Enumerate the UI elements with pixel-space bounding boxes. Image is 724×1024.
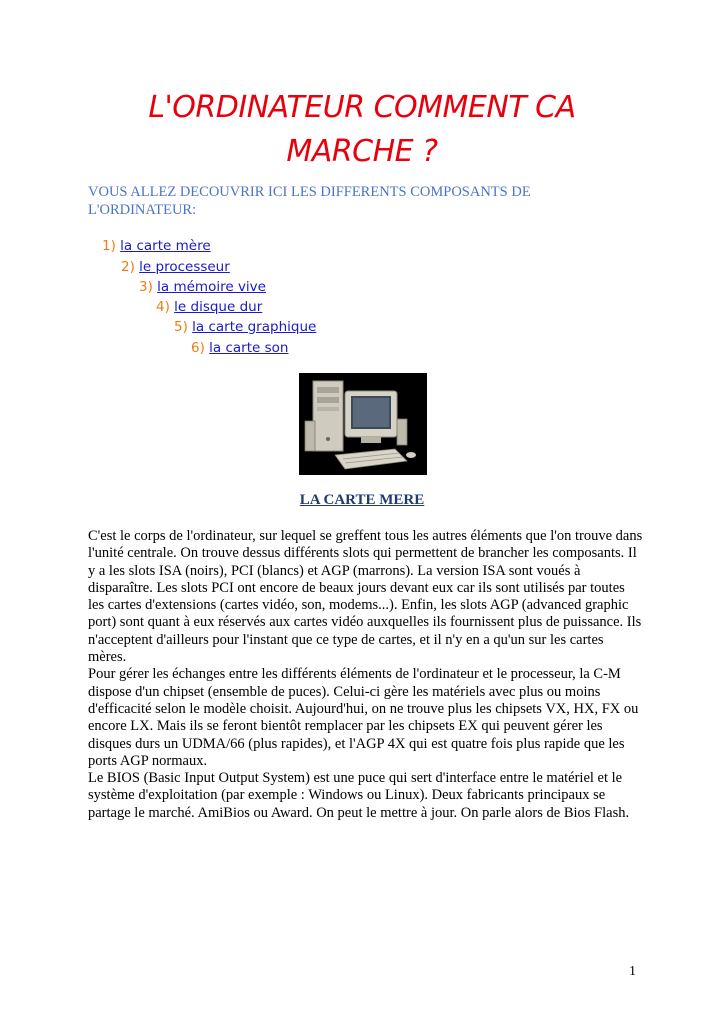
- paragraph: Le BIOS (Basic Input Output System) est une puce qui sert d'interface entre le matériel et le système d'exploitation (par exemple : Windows ou Linux). Deux fabricants principaux se partage le marché. AmiBios ou Award. On peut le mettre à jour. On parle alors de Bios Flash.: [88, 770, 630, 821]
- toc-link-carte-mere[interactable]: la carte mère: [120, 238, 211, 254]
- computer-photo: [299, 373, 427, 475]
- toc-number: 4): [156, 299, 170, 315]
- toc-number: 3): [139, 279, 153, 295]
- toc-item: [121, 258, 230, 276]
- body-text: [88, 528, 644, 822]
- title-line-2: MARCHE ?: [286, 134, 438, 169]
- toc-link-disque-dur[interactable]: le disque dur: [174, 299, 263, 315]
- paragraph: Pour gérer les échanges entre les différents éléments de l'ordinateur et le processeur, la C-M dispose d'un chipset (ensemble de puces). Celui-ci gère les matériels avec plus ou moins d'efficacité selon le modèle choisit. Aujourd'hui, on ne trouve plus les chipsets VX, HX, FX ou encore LX. Mais ils se feront bientôt remplacer par les chipsets EX qui peuvent gérer les disques durs un UDMA/66 (plus rapides), et l'AGP 4X qui est quatre fois plus rapide que les ports AGP normaux.: [88, 666, 639, 769]
- toc-link-carte-son[interactable]: la carte son: [209, 340, 289, 356]
- toc-item: [102, 237, 211, 255]
- title-line-1: L'ORDINATEUR COMMENT CA: [148, 90, 576, 125]
- page-number: 1: [629, 964, 636, 979]
- toc-link-memoire-vive[interactable]: la mémoire vive: [157, 279, 266, 295]
- intro-line-1: VOUS ALLEZ DECOUVRIR ICI LES DIFFERENTS COMPOSANTS DE: [88, 184, 531, 200]
- toc-number: 6): [191, 340, 205, 356]
- intro-line-2: L'ORDINATEUR:: [88, 202, 197, 218]
- toc-number: 5): [174, 319, 188, 335]
- intro-text: [88, 183, 648, 219]
- toc-number: 1): [102, 238, 116, 254]
- paragraph: C'est le corps de l'ordinateur, sur lequel se greffent tous les autres éléments que l'on trouve dans l'unité centrale. On trouve dessus différents slots qui permettent de brancher les composants. Il y a les slots ISA (noirs), PCI (blancs) et AGP (marrons). La version ISA sont voués à disparaître. Les slots PCI ont encore de beaux jours devant eux car ils sont utilisés par toutes les cartes d'extensions (cartes vidéo, son, modems...). Enfin, les slots AGP (advanced graphic port) sont quant à eux réservés aux cartes vidéo auxquelles ils fournissent plus de puissance. Ils n'acceptent d'ailleurs pour l'instant que ce type de cartes, et il n'y en a qu'un sur les cartes mères.: [88, 528, 643, 666]
- toc-item: [156, 298, 262, 316]
- toc-number: 2): [121, 259, 135, 275]
- toc-item: [191, 339, 288, 357]
- toc-item: [174, 318, 316, 336]
- computer-illustration: [299, 373, 427, 475]
- toc-link-carte-graphique[interactable]: la carte graphique: [192, 319, 317, 335]
- toc-link-processeur[interactable]: le processeur: [139, 259, 230, 275]
- toc-item: [139, 278, 266, 296]
- section-heading: LA CARTE MERE: [299, 492, 425, 508]
- page-title: [60, 86, 664, 174]
